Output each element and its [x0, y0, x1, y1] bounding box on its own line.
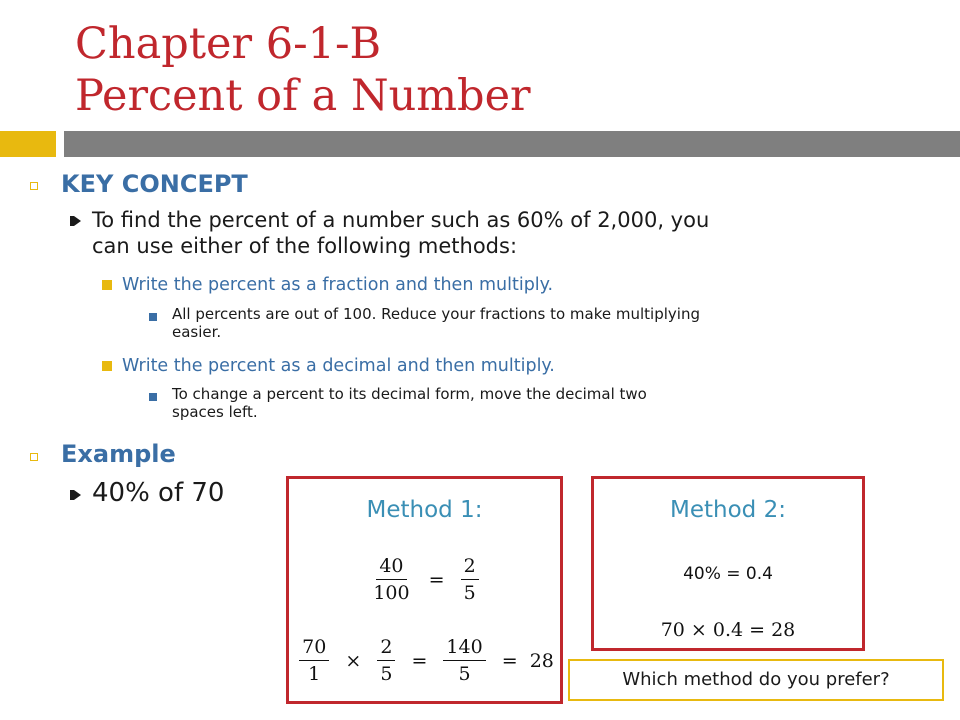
yellow-square-bullet-icon: [102, 361, 112, 371]
numerator: 70: [299, 636, 329, 661]
title-accent-square: [0, 131, 56, 157]
fraction: [377, 636, 395, 685]
numerator: 140: [443, 636, 485, 661]
equals-sign: =: [501, 649, 518, 672]
key-concept-intro-line-1: To find the percent of a number such as 60% of 2,000, you: [92, 208, 710, 232]
denominator: 1: [308, 663, 321, 685]
blue-square-bullet-icon: [149, 313, 157, 321]
fraction: [370, 555, 412, 604]
key-concept-intro-line-2: can use either of the following methods:: [92, 234, 518, 258]
title-line-2: Percent of a Number: [75, 71, 531, 121]
title-line-1: Chapter 6-1-B: [75, 19, 382, 69]
method-1-box: [286, 476, 563, 704]
denominator: 5: [380, 663, 393, 685]
key-concept-heading: KEY CONCEPT: [61, 170, 248, 198]
yellow-square-bullet-icon: [102, 280, 112, 290]
times-sign: ×: [345, 649, 362, 672]
method-1-equation-1: [289, 555, 560, 604]
method-2-description: Write the percent as a decimal and then multiply.: [122, 356, 555, 376]
equals-sign: =: [411, 649, 428, 672]
example-problem: 40% of 70: [92, 478, 225, 508]
method-1-equation-2: [289, 636, 560, 685]
blue-square-bullet-icon: [149, 393, 157, 401]
denominator: 5: [463, 582, 476, 604]
arrow-bullet-icon: [74, 490, 81, 500]
method-1-note-line-2: easier.: [172, 323, 222, 341]
method-preference-prompt: Which method do you prefer?: [568, 659, 944, 701]
method-2-line-2: 70 × 0.4 = 28: [660, 619, 796, 641]
method-2-box: [591, 476, 865, 651]
page-title: [75, 18, 531, 122]
numerator: 40: [376, 555, 406, 580]
method-2-title: Method 2:: [670, 497, 786, 523]
method-2-line-1: 40% = 0.4: [683, 564, 773, 584]
equals-sign: =: [428, 568, 445, 591]
example-heading: Example: [61, 440, 176, 468]
numerator: 2: [461, 555, 479, 580]
fraction: [299, 636, 329, 685]
fraction: [461, 555, 479, 604]
arrow-bullet-icon: [74, 216, 81, 226]
hollow-square-bullet-icon: [30, 453, 38, 461]
method-2-note-line-2: spaces left.: [172, 403, 258, 421]
title-divider-bar: [64, 131, 960, 157]
method-1-note-line-1: All percents are out of 100. Reduce your fractions to make multiplying: [172, 305, 700, 323]
fraction: [443, 636, 485, 685]
result-value: 28: [529, 649, 554, 672]
hollow-square-bullet-icon: [30, 182, 38, 190]
numerator: 2: [377, 636, 395, 661]
denominator: 5: [458, 663, 471, 685]
method-2-note-line-1: To change a percent to its decimal form, move the decimal two: [172, 385, 647, 403]
denominator: 100: [373, 582, 410, 604]
method-1-title: Method 1:: [366, 497, 483, 523]
method-1-description: Write the percent as a fraction and then multiply.: [122, 275, 554, 295]
